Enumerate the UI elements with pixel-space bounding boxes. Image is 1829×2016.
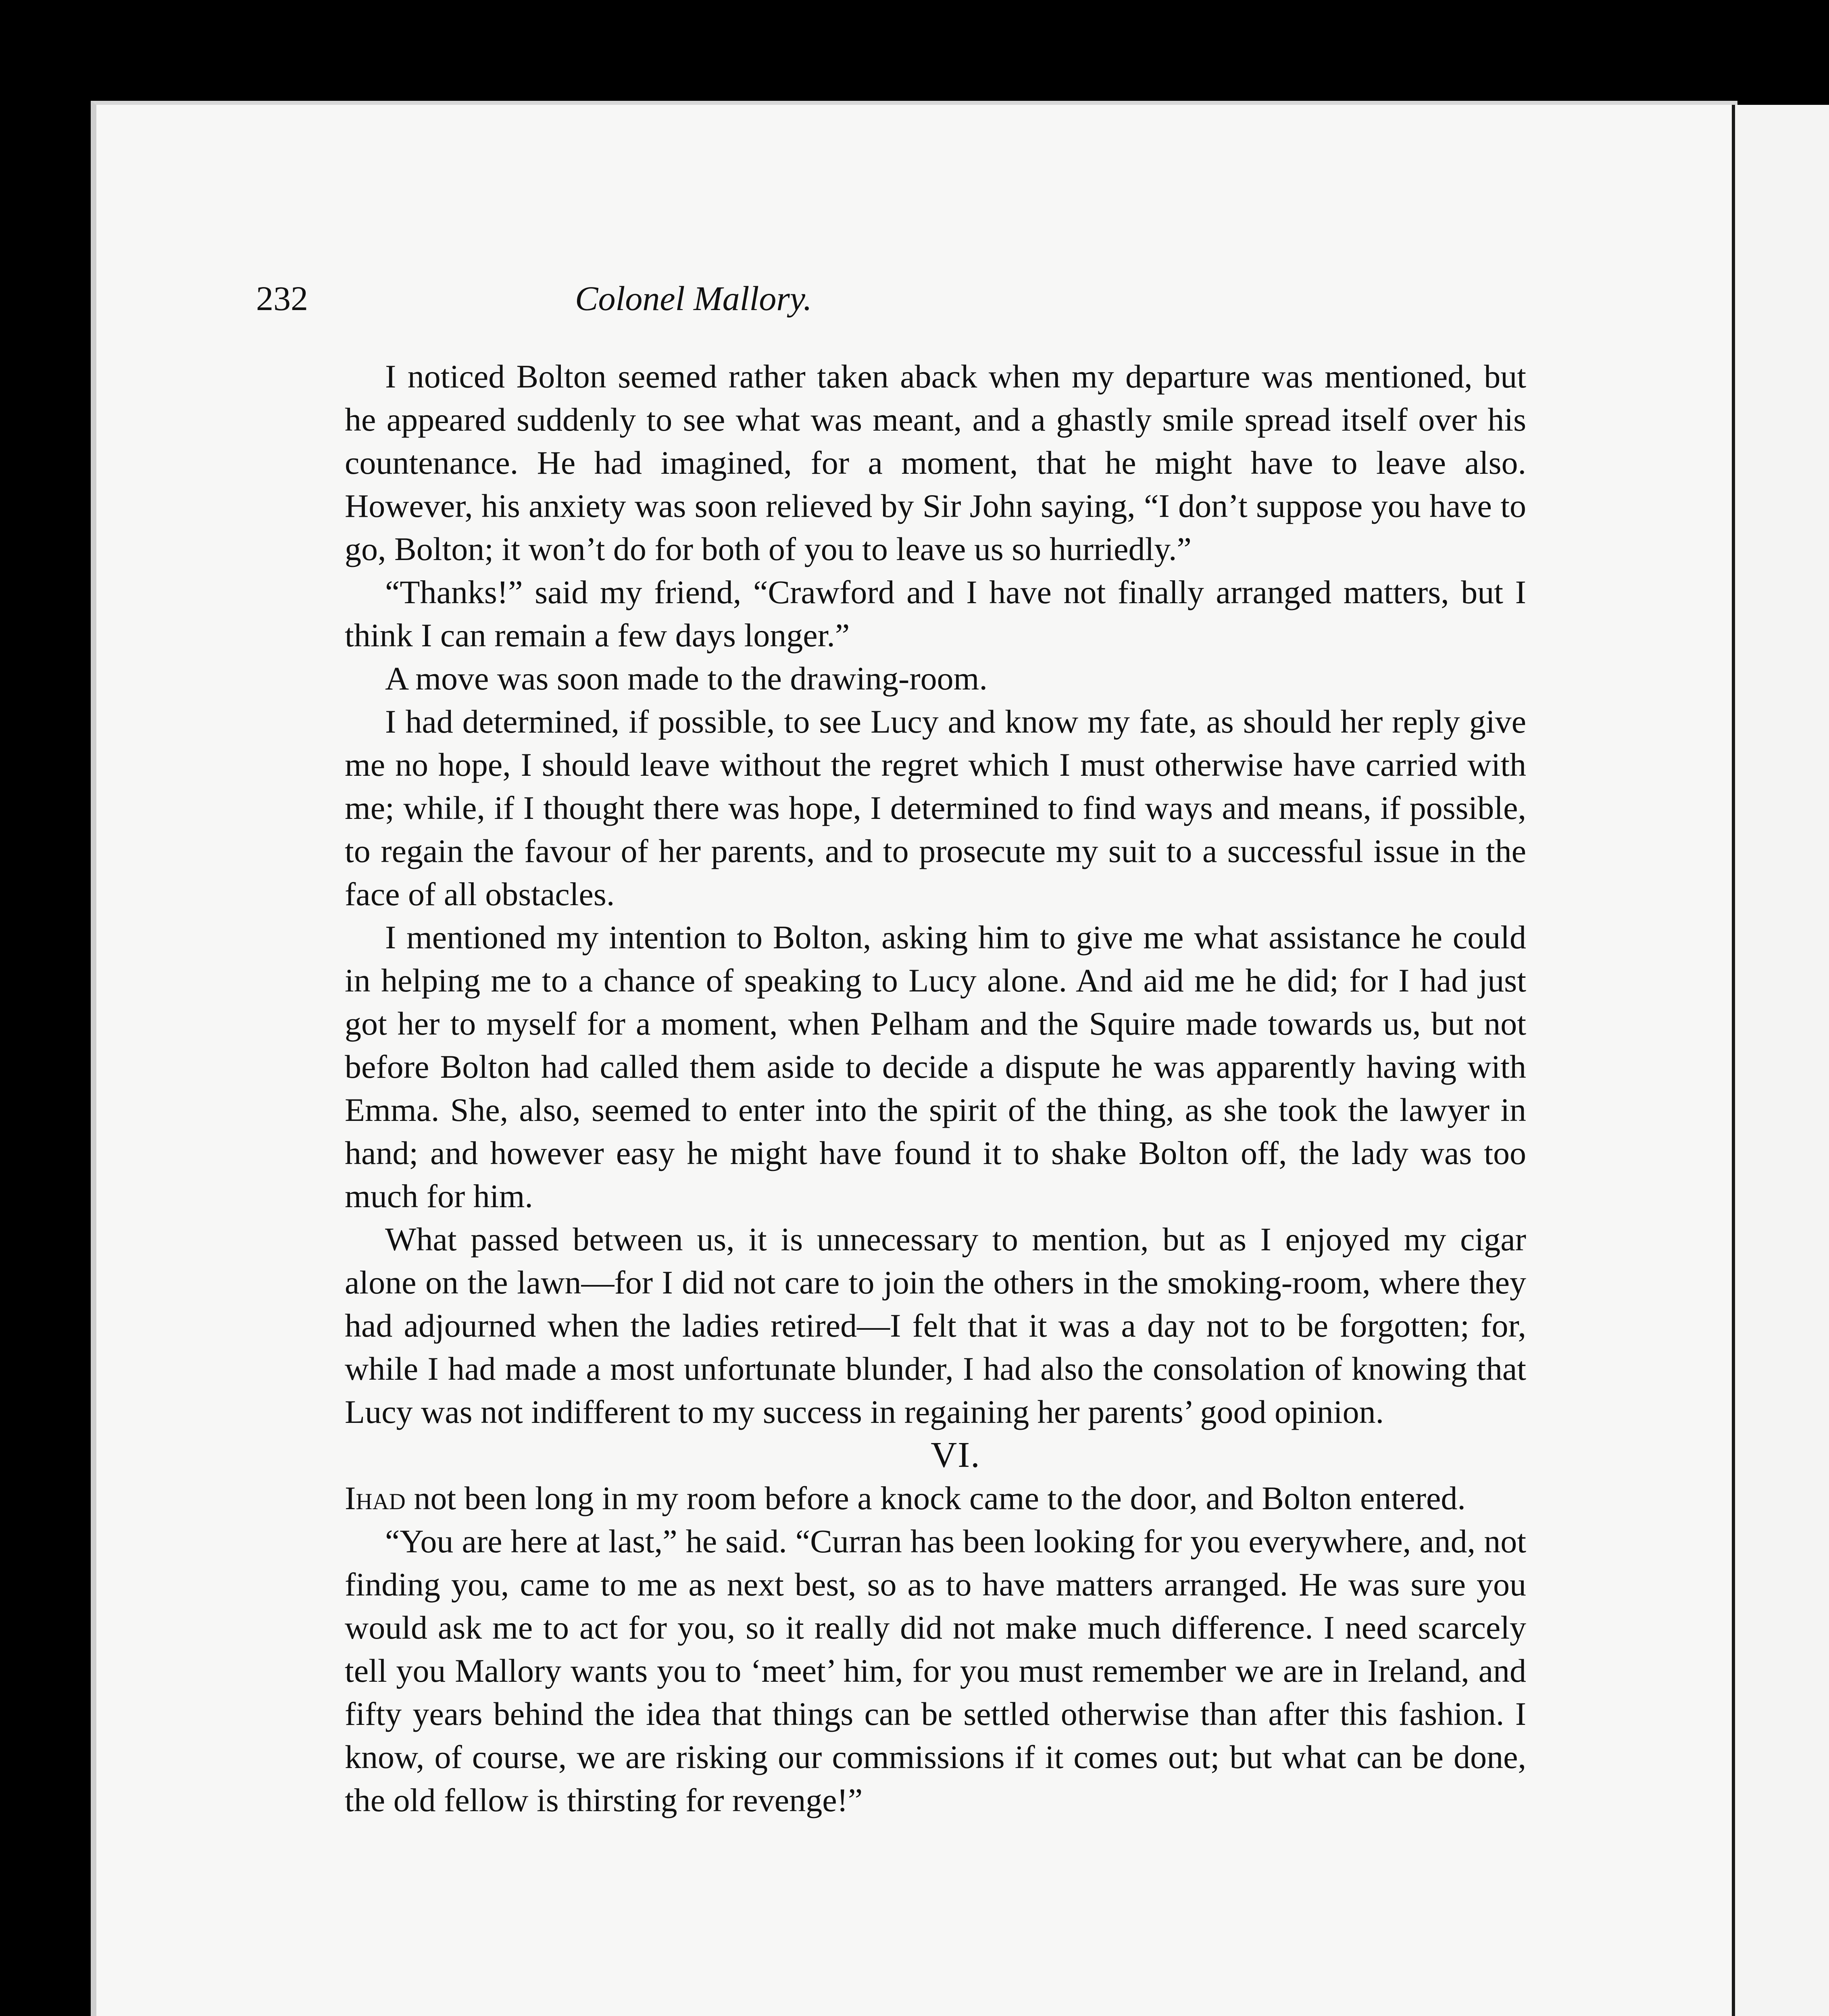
paragraph: “Thanks!” said my friend, “Crawford and I have not finally arranged matters, but I think I can remain a few days longer.”	[345, 574, 1526, 654]
paragraph: A move was soon made to the drawing-room.	[385, 660, 987, 697]
paragraph: I noticed Bolton seemed rather taken aback when my departure was mentioned, but he appeared suddenly to see what was meant, and a ghastly smile spread itself over his countenance. He had imagined, for a moment, that he might have to leave also. However, his anxiety was soon relieved by Sir John saying, “I don’t suppose you have to go, Bolton; it won’t do for both of you to leave us so hurriedly.”	[345, 358, 1526, 567]
paragraph: What passed between us, it is unnecessary to mention, but as I enjoyed my cigar alone on the lawn—for I did not care to join the others in the smoking-room, where they had adjourned when the ladies retired—I felt that it was a day not to be forgotten; for, while I had made a most unfortunate blunder, I had also the consolation of knowing that Lucy was not indifferent to my success in regaining her parents’ good opinion.	[345, 1221, 1526, 1430]
next-page-edge	[1732, 105, 1829, 2016]
paragraph: I had determined, if possible, to see Lucy and know my fate, as should her reply give me no hope, I should leave without the regret which I must otherwise have carried with me; while, if I thought there was hope, I determined to find ways and means, if possible, to regain the favour of her parents, and to prosecute my suit to a successful issue in the face of all obstacles.	[345, 703, 1526, 912]
page-header	[256, 262, 1131, 327]
page-body	[345, 355, 1526, 1822]
first-word-initial: I	[345, 1480, 356, 1516]
section-heading: VI.	[931, 1435, 981, 1475]
running-title: Colonel Mallory.	[575, 279, 812, 318]
page-number: 232	[256, 279, 308, 318]
paragraph: “You are here at last,” he said. “Curran has been looking for you everywhere, and, not finding you, came to me as next best, so as to have matters arranged. He was sure you would ask me to act for you, so it really did not make much difference. I need scarcely tell you Mallory wants you to ‘meet’ him, for you must remember we are in Ireland, and fifty years behind the idea that things can be settled otherwise than after this fashion. I know, of course, we are risking our commissions if it comes out; but what can be done, the old fellow is thirsting for revenge!”	[345, 1523, 1526, 1818]
section-first-paragraph	[345, 1477, 1526, 1520]
first-word-smallcaps: had	[356, 1480, 406, 1516]
paragraph: I mentioned my intention to Bolton, asking him to give me what assistance he could in helping me to a chance of speaking to Lucy alone. And aid me he did; for I had just got her to myself for a moment, when Pelham and the Squire made towards us, but not before Bolton had called them aside to decide a dispute he was apparently having with Emma. She, also, seemed to enter into the spirit of the thing, as she took the lawyer in hand; and however easy he might have found it to shake Bolton off, the lady was too much for him.	[345, 919, 1526, 1214]
first-paragraph-rest: not been long in my room before a knock came to the door, and Bolton entered.	[405, 1480, 1466, 1516]
